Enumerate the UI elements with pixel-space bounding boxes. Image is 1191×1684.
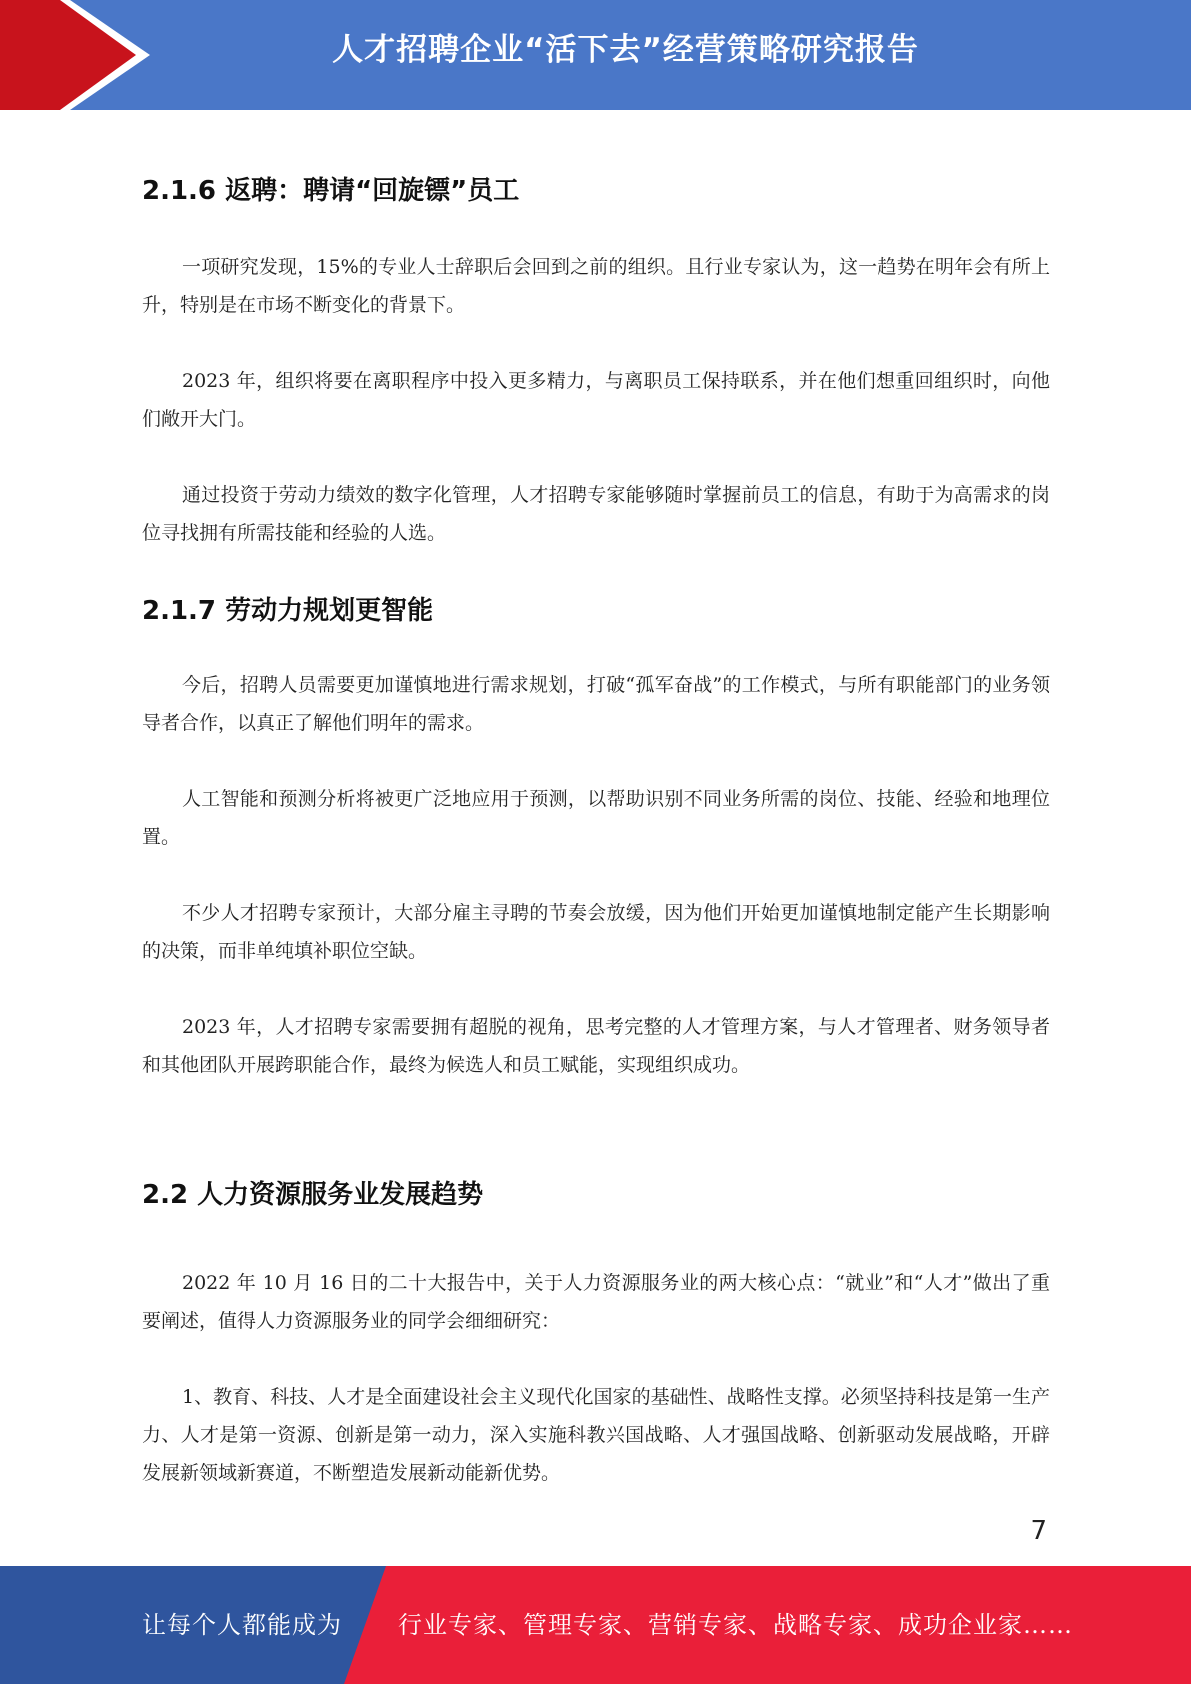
paragraph: 人工智能和预测分析将被更广泛地应用于预测，以帮助识别不同业务所需的岗位、技能、经验和地理位置。	[142, 788, 1050, 848]
page-footer	[0, 1566, 1191, 1684]
paragraph: 今后，招聘人员需要更加谨慎地进行需求规划，打破“孤军奋战”的工作模式，与所有职能部门的业务领导者合作，以真正了解他们明年的需求。	[142, 674, 1050, 734]
page-number: 7	[1030, 1516, 1047, 1546]
footer-slogan-left: 让每个人都能成为	[142, 1611, 342, 1639]
footer-slogan-right: 行业专家、管理专家、营销专家、战略专家、成功企业家……	[398, 1611, 1073, 1639]
paragraph: 1、教育、科技、人才是全面建设社会主义现代化国家的基础性、战略性支撑。必须坚持科技是第一生产力、人才是第一资源、创新是第一动力，深入实施科教兴国战略、人才强国战略、创新驱动发展战略，开辟发展新领域新赛道，不断塑造发展新动能新优势。	[142, 1386, 1050, 1484]
paragraph: 2023 年，人才招聘专家需要拥有超脱的视角，思考完整的人才管理方案，与人才管理者、财务领导者和其他团队开展跨职能合作，最终为候选人和员工赋能，实现组织成功。	[142, 1016, 1050, 1076]
paragraph: 不少人才招聘专家预计，大部分雇主寻聘的节奏会放缓，因为他们开始更加谨慎地制定能产生长期影响的决策，而非单纯填补职位空缺。	[142, 902, 1050, 962]
section-heading-2-2: 2.2 人力资源服务业发展趋势	[142, 1180, 484, 1210]
report-title: 人才招聘企业“活下去”经营策略研究报告	[332, 32, 919, 68]
paragraph: 2023 年，组织将要在离职程序中投入更多精力，与离职员工保持联系，并在他们想重回组织时，向他们敞开大门。	[142, 370, 1050, 430]
paragraph: 通过投资于劳动力绩效的数字化管理，人才招聘专家能够随时掌握前员工的信息，有助于为高需求的岗位寻找拥有所需技能和经验的人选。	[142, 484, 1050, 544]
section-heading-2-1-7: 2.1.7 劳动力规划更智能	[142, 596, 434, 626]
paragraph: 一项研究发现，15%的专业人士辞职后会回到之前的组织。且行业专家认为，这一趋势在明年会有所上升，特别是在市场不断变化的背景下。	[142, 256, 1050, 316]
page-header	[0, 0, 1191, 110]
section-heading-2-1-6: 2.1.6 返聘：聘请“回旋镖”员工	[142, 176, 520, 206]
paragraph: 2022 年 10 月 16 日的二十大报告中，关于人力资源服务业的两大核心点：“就业”和“人才”做出了重要阐述，值得人力资源服务业的同学会细细研究：	[142, 1272, 1050, 1332]
